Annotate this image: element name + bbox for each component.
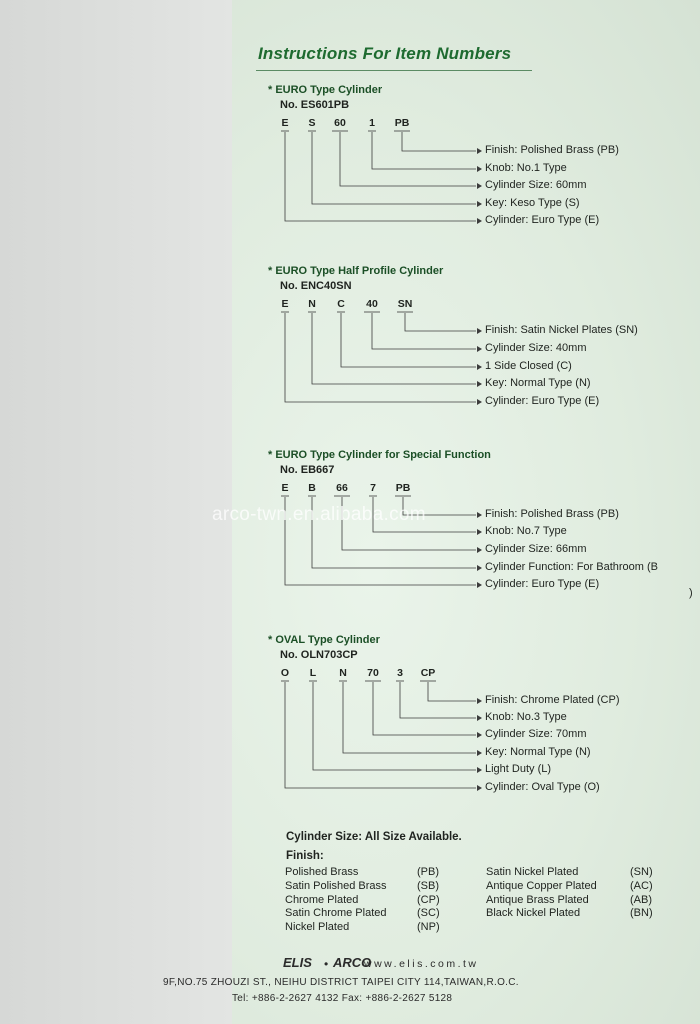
footer-address: 9F,NO.75 ZHOUZI ST., NEIHU DISTRICT TAIPEI CITY 114,TAIWAN,R.O.C.: [163, 977, 519, 988]
finish-name: Antique Brass Plated: [486, 893, 589, 906]
arrow-head-icon: [477, 183, 482, 189]
footer-phone: Tel: +886-2-2627 4132 Fax: +886-2-2627 5128: [232, 993, 453, 1004]
arrow-head-icon: [477, 148, 482, 154]
connector-line: [341, 313, 476, 367]
arrow-head-icon: [477, 364, 482, 370]
code-segment: E: [281, 298, 289, 310]
finish-name: Polished Brass: [285, 866, 359, 878]
finish-code: (CP): [417, 893, 440, 906]
connector-line: [373, 682, 476, 735]
arrow-head-icon: [477, 346, 482, 352]
arrow-head-icon: [477, 381, 482, 387]
item-code-meaning: Knob: No.1 Type: [485, 162, 567, 174]
code-segment: E: [281, 117, 289, 129]
finish-name: Satin Nickel Plated: [486, 866, 579, 878]
code-segment: N: [339, 667, 347, 679]
item-code-meaning: Cylinder: Euro Type (E): [485, 578, 600, 590]
finish-code: (AC): [630, 879, 653, 892]
logo-separator-dot: •: [324, 957, 329, 971]
item-code-meaning: Cylinder Size: 70mm: [485, 728, 587, 740]
arrow-head-icon: [477, 565, 482, 571]
arrow-head-icon: [477, 512, 482, 518]
arrow-head-icon: [477, 399, 482, 405]
arrow-head-icon: [477, 785, 482, 791]
watermark: arco-twn.en.alibaba.com: [212, 504, 426, 525]
label-overflow-text: ): [689, 587, 693, 599]
code-segment: 3: [397, 667, 403, 679]
finish-code: (AB): [630, 893, 652, 906]
connector-line: [285, 313, 476, 402]
connector-line: [340, 132, 476, 186]
code-segment: L: [309, 667, 317, 679]
arrow-head-icon: [477, 715, 482, 721]
section-heading: * EURO Type Cylinder for Special Function: [268, 449, 491, 461]
item-code-meaning: Key: Normal Type (N): [485, 746, 591, 758]
finish-code: (BN): [630, 907, 653, 920]
section-heading: * EURO Type Cylinder: [268, 84, 383, 96]
code-segment: 7: [370, 482, 376, 494]
arrow-head-icon: [477, 767, 482, 773]
arrow-head-icon: [477, 698, 482, 704]
code-segment: 66: [336, 482, 348, 494]
page-title: Instructions For Item Numbers: [258, 44, 512, 63]
item-code-meaning: Light Duty (L): [485, 763, 552, 775]
finish-code: (NP): [417, 921, 440, 934]
connector-line: [285, 132, 476, 221]
item-code-meaning: 1 Side Closed (C): [485, 360, 572, 372]
arrow-head-icon: [477, 732, 482, 738]
arco-logo: ARCO: [333, 955, 372, 970]
finish-name: Antique Copper Plated: [486, 879, 597, 892]
item-code-meaning: Key: Normal Type (N): [485, 377, 591, 389]
item-code-meaning: Cylinder Size: 66mm: [485, 543, 587, 555]
finish-name: Nickel Plated: [285, 921, 350, 934]
finish-code: (PB): [417, 866, 439, 878]
item-code-meaning: Knob: No.7 Type: [485, 525, 567, 537]
arrow-head-icon: [477, 529, 482, 535]
code-segment: 60: [334, 117, 346, 129]
arrow-head-icon: [477, 582, 482, 588]
elis-logo: ELIS: [283, 955, 312, 970]
code-segment: 40: [366, 298, 378, 310]
code-segment: PB: [395, 482, 411, 494]
code-segment: SN: [397, 298, 413, 310]
finish-code: (SC): [417, 907, 440, 920]
code-segment: 70: [367, 667, 379, 679]
connector-line: [405, 313, 476, 331]
code-segment: N: [308, 298, 316, 310]
arrow-head-icon: [477, 328, 482, 334]
item-number: No. ENC40SN: [280, 280, 352, 292]
connector-line: [400, 682, 476, 718]
finish-code: (SN): [630, 866, 653, 878]
connector-line: [313, 682, 476, 770]
section-heading: * OVAL Type Cylinder: [268, 634, 380, 646]
item-code-meaning: Finish: Polished Brass (PB): [485, 508, 619, 520]
finish-name: Chrome Plated: [285, 893, 359, 906]
code-segment: C: [337, 298, 345, 310]
arrow-head-icon: [477, 201, 482, 207]
item-number: No. OLN703CP: [280, 649, 358, 661]
connector-line: [312, 313, 476, 384]
connector-line: [312, 132, 476, 204]
footer-website: www.elis.com.tw: [364, 958, 479, 970]
finish-heading: Finish:: [286, 850, 324, 862]
code-segment: B: [308, 482, 316, 494]
item-code-meaning: Finish: Chrome Plated (CP): [485, 694, 620, 706]
arrow-head-icon: [477, 750, 482, 756]
item-number: No. EB667: [280, 464, 335, 476]
finish-name: Satin Polished Brass: [285, 879, 387, 892]
item-code-meaning: Cylinder: Oval Type (O): [485, 781, 600, 793]
item-code-meaning: Key: Keso Type (S): [485, 197, 580, 209]
connector-line: [402, 132, 476, 151]
code-segment: CP: [420, 667, 436, 679]
section-heading: * EURO Type Half Profile Cylinder: [268, 265, 444, 277]
item-number: No. ES601PB: [280, 99, 350, 111]
code-segment: 1: [369, 117, 375, 129]
finish-name: Satin Chrome Plated: [285, 907, 387, 920]
item-code-meaning: Cylinder Size: 40mm: [485, 342, 587, 354]
connector-line: [343, 682, 476, 753]
finish-code: (SB): [417, 879, 439, 892]
item-code-meaning: Finish: Polished Brass (PB): [485, 144, 619, 156]
code-segment: PB: [394, 117, 410, 129]
cylinder-size-note: Cylinder Size: All Size Available.: [286, 831, 462, 843]
arrow-head-icon: [477, 166, 482, 172]
finish-name: Black Nickel Plated: [486, 907, 581, 920]
code-segment: S: [308, 117, 316, 129]
arrow-head-icon: [477, 547, 482, 553]
item-code-meaning: Cylinder Size: 60mm: [485, 179, 587, 191]
item-code-meaning: Knob: No.3 Type: [485, 711, 567, 723]
item-code-meaning: Cylinder: Euro Type (E): [485, 395, 600, 407]
item-code-meaning: Finish: Satin Nickel Plates (SN): [485, 324, 638, 336]
arrow-head-icon: [477, 218, 482, 224]
code-segment: O: [280, 667, 290, 679]
connector-line: [428, 682, 476, 701]
item-code-meaning: Cylinder: Euro Type (E): [485, 214, 600, 226]
connector-line: [372, 132, 476, 169]
code-segment: E: [281, 482, 289, 494]
item-code-meaning: Cylinder Function: For Bathroom (B: [485, 561, 659, 573]
